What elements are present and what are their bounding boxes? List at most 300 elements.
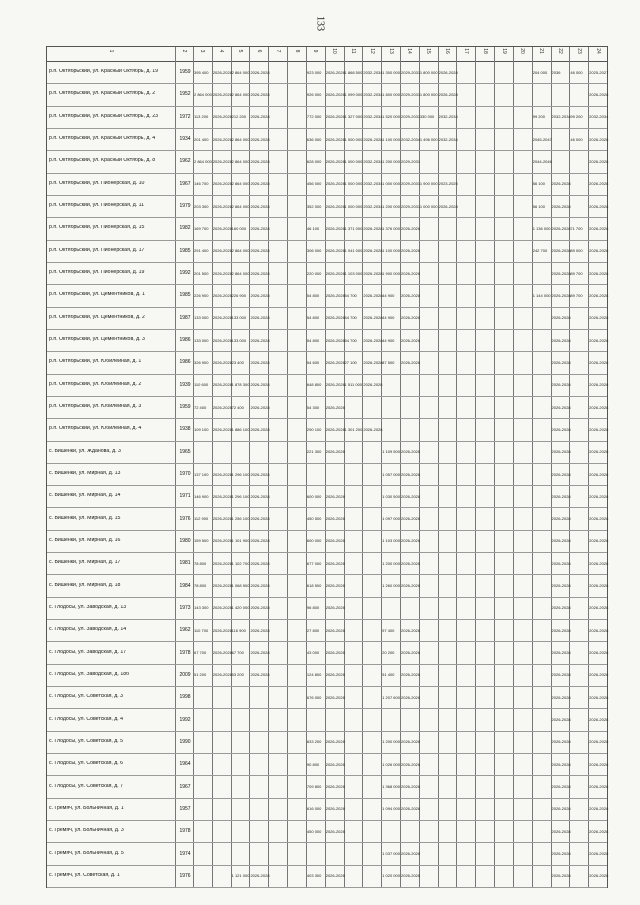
table-cell: 2026-2028 bbox=[212, 516, 232, 522]
table-cell: 2026-2028 bbox=[589, 672, 609, 678]
table-cell: 67 700 bbox=[231, 650, 244, 656]
table-cell: 772 000 bbox=[306, 114, 322, 120]
table-cell: 54 800 bbox=[306, 315, 320, 321]
table-cell: 2026-2028 bbox=[589, 806, 609, 812]
table-cell: 54 800 bbox=[306, 292, 320, 298]
table-cell: 2 864 000 bbox=[231, 248, 250, 254]
table-cell: 616 000 bbox=[306, 806, 322, 812]
table-cell: 1 102 700 bbox=[231, 560, 250, 566]
table-cell: 201 400 bbox=[194, 136, 209, 142]
table-cell: 2026-2028 bbox=[212, 337, 232, 343]
table-cell: 2026-2028 bbox=[325, 270, 345, 276]
row-divider bbox=[47, 798, 607, 799]
row-divider bbox=[47, 83, 607, 84]
table-cell: 2026-2028 bbox=[363, 337, 383, 343]
table-row-year: 1985 bbox=[179, 292, 191, 299]
table-cell: 1 068 500 bbox=[231, 583, 250, 589]
row-divider bbox=[47, 240, 607, 241]
table-cell: 2026-2028 bbox=[551, 382, 571, 388]
table-cell: 2026-2028 bbox=[212, 605, 232, 611]
table-cell: 2026-2028 bbox=[250, 292, 270, 298]
table-row-address: с. Гремяч, ул. Больничная, д. 1 bbox=[49, 805, 124, 811]
table-cell: 2026-2028 bbox=[325, 315, 345, 321]
table-cell: 709 800 bbox=[306, 784, 322, 790]
table-cell: 2032-2034 bbox=[363, 158, 383, 164]
table-cell: 2026-2028 bbox=[438, 91, 458, 97]
table-cell: 2026-2028 bbox=[589, 270, 609, 276]
table-cell: 43 000 bbox=[306, 650, 320, 656]
table-cell: 2026-2028 bbox=[212, 114, 232, 120]
table-cell: 44 900 bbox=[382, 315, 395, 321]
table-cell: 2026-2028 bbox=[401, 694, 421, 700]
table-row-year: 1980 bbox=[179, 537, 191, 544]
table-cell: 2026-2028 bbox=[401, 270, 421, 276]
table-cell: 1 000 000 bbox=[344, 203, 363, 209]
table-cell: 1 520 000 bbox=[382, 114, 400, 120]
table-cell: 923 000 bbox=[306, 69, 322, 75]
table-cell: 90 800 bbox=[306, 761, 320, 767]
table-cell: 2026-2028 bbox=[401, 784, 421, 790]
table-row-address: р.п. Октябрьский, ул. Красный Октябрь, д. 4 bbox=[49, 136, 156, 142]
table-row-address: р.п. Октябрьский, ул. Юбилейная, д. 2 bbox=[49, 381, 142, 387]
table-cell: 2026-2028 bbox=[250, 538, 270, 544]
table-cell: 133 000 bbox=[231, 315, 247, 321]
table-cell: 2026-2028 bbox=[212, 493, 232, 499]
table-cell: 2026-2028 bbox=[325, 784, 345, 790]
table-cell: 2026-2028 bbox=[551, 627, 571, 633]
table-cell: 633 200 bbox=[306, 739, 322, 745]
table-cell: 2026-2028 bbox=[589, 851, 609, 856]
column-number: 2 bbox=[181, 49, 187, 53]
table-cell: 2026-2028 bbox=[250, 91, 270, 97]
table-cell: 2026-2028 bbox=[212, 315, 232, 321]
table-cell: 99 200 bbox=[570, 114, 583, 120]
table-cell: 2026-2028 bbox=[212, 471, 232, 477]
table-cell: 2026-2028 bbox=[401, 493, 421, 499]
column-number: 8 bbox=[293, 49, 300, 53]
table-cell: 2026-2028 bbox=[551, 605, 571, 611]
table-cell: 1 121 000 bbox=[231, 873, 250, 879]
table-cell: 1 496 000 bbox=[419, 136, 438, 142]
table-cell: 2026-2028 bbox=[551, 181, 571, 187]
table-cell: 395 400 bbox=[194, 69, 209, 75]
table-cell: 2026-2028 bbox=[551, 203, 571, 209]
table-cell: 2026-2028 bbox=[325, 761, 345, 767]
row-divider bbox=[47, 842, 607, 843]
table-row-address: р.п. Октябрьский, ул. Пионерская, д. 15 bbox=[49, 225, 145, 231]
table-cell: 44 900 bbox=[382, 292, 395, 298]
table-cell: 2026-2028 bbox=[401, 761, 421, 767]
table-cell: 2026-2028 bbox=[363, 359, 383, 365]
row-divider bbox=[47, 262, 607, 263]
column-number: 14 bbox=[406, 48, 413, 54]
table-cell: 2026-2028 bbox=[438, 203, 458, 209]
table-cell: 2026-2028 bbox=[325, 158, 345, 164]
table-row-year: 1964 bbox=[179, 761, 191, 768]
table-cell: 2026-2028 bbox=[325, 538, 345, 544]
table-cell: 2026-2028 bbox=[551, 292, 571, 298]
table-cell: 72 400 bbox=[231, 404, 244, 410]
table-cell: 1 327 000 bbox=[344, 114, 363, 120]
table-cell: 159 500 bbox=[194, 538, 209, 544]
table-cell: 1 886 100 bbox=[231, 426, 250, 432]
table-cell: 1 000 000 bbox=[344, 181, 363, 187]
table-cell: 2026-2028 bbox=[250, 493, 270, 499]
table-cell: 2026-2028 bbox=[325, 404, 345, 410]
table-cell: 2026-2028 bbox=[212, 538, 232, 544]
table-cell: 109 100 bbox=[194, 426, 209, 432]
table-cell: 2026-2028 bbox=[325, 806, 345, 812]
table-cell: 2032-2034 bbox=[589, 114, 609, 120]
table-row-year: 1976 bbox=[179, 515, 191, 522]
column-number: 6 bbox=[255, 49, 262, 53]
column-number: 4 bbox=[218, 49, 225, 53]
table-cell: 2032-2034 bbox=[363, 181, 383, 187]
table-cell: 2026-2028 bbox=[325, 560, 345, 566]
table-cell: 110 600 bbox=[194, 382, 209, 388]
table-cell: 636 000 bbox=[306, 136, 322, 142]
table-cell: 2026-2028 bbox=[212, 158, 232, 164]
table-cell: 2 864 000 bbox=[231, 270, 250, 276]
table-cell: 54 600 bbox=[306, 359, 320, 365]
table-cell: 2026-2028 bbox=[589, 761, 609, 767]
table-cell: 2026-2028 bbox=[212, 136, 232, 142]
column-number: 1 bbox=[108, 49, 114, 53]
table-cell: 2 864 000 bbox=[231, 181, 250, 187]
column-number: 24 bbox=[594, 48, 601, 54]
table-cell: 1 200 000 bbox=[382, 203, 400, 209]
table-cell: 2026-2028 bbox=[589, 516, 609, 522]
table-cell: 2026-2028 bbox=[363, 248, 383, 254]
row-divider bbox=[47, 329, 607, 330]
table-cell: 2032-2034 bbox=[363, 69, 383, 75]
row-divider bbox=[47, 128, 607, 129]
table-cell: 1 097 000 bbox=[382, 516, 400, 522]
table-cell: 2026-2028 bbox=[551, 359, 571, 365]
table-cell: 2032-2034 bbox=[438, 136, 458, 142]
table-cell: 2026-2028 bbox=[401, 248, 421, 254]
column-number: 10 bbox=[331, 48, 338, 54]
table-cell: 2032-2034 bbox=[438, 114, 458, 120]
table-row-year: 1938 bbox=[179, 426, 191, 433]
table-cell: 1 878 300 bbox=[231, 382, 250, 388]
table-cell: 1 030 500 bbox=[382, 493, 400, 499]
table-cell: 2026-2028 bbox=[589, 449, 609, 455]
table-row-year: 1971 bbox=[179, 493, 191, 500]
table-cell: 169 700 bbox=[194, 225, 209, 231]
column-number: 22 bbox=[556, 48, 563, 54]
table-row-year: 1982 bbox=[179, 225, 191, 232]
table-cell: 2026-2028 bbox=[250, 516, 270, 522]
row-divider bbox=[47, 195, 607, 196]
row-divider bbox=[47, 463, 607, 464]
table-cell: 2026-2028 bbox=[401, 337, 421, 343]
table-cell: 2026-2028 bbox=[401, 560, 421, 566]
column-number: 16 bbox=[444, 48, 451, 54]
row-divider bbox=[47, 374, 607, 375]
table-cell: 2026-2028 bbox=[325, 426, 345, 432]
table-cell: 1 301 200 bbox=[344, 426, 363, 432]
table-cell: 2026-2028 bbox=[589, 694, 609, 700]
table-cell: 2026-2028 bbox=[325, 493, 345, 499]
table-cell: 2026-2028 bbox=[212, 248, 232, 254]
table-cell: 1 136 000 bbox=[532, 225, 551, 231]
table-cell: 2026-2028 bbox=[589, 404, 609, 410]
data-table bbox=[46, 46, 608, 888]
table-row-address: с. Глодосы, ул. Заводская, д. 18б bbox=[49, 671, 130, 677]
table-cell: 67 700 bbox=[194, 650, 207, 656]
table-cell: 2026-2028 bbox=[212, 292, 232, 298]
table-cell: 403 300 bbox=[306, 873, 322, 879]
table-row-address: с. Вишенки, ул. Жданова, д. 3 bbox=[49, 448, 121, 454]
table-cell: 648 800 bbox=[306, 382, 322, 388]
table-cell: 46 000 bbox=[570, 136, 583, 142]
table-row-year: 1965 bbox=[179, 448, 191, 455]
row-divider bbox=[47, 664, 607, 665]
table-cell: 2026-2028 bbox=[551, 516, 571, 522]
table-cell: 221 300 bbox=[306, 449, 322, 455]
table-cell: 133 000 bbox=[231, 337, 247, 343]
table-cell: 2026-2028 bbox=[212, 672, 232, 678]
table-cell: 1 000 000 bbox=[382, 181, 400, 187]
column-number: 21 bbox=[538, 48, 545, 54]
row-divider bbox=[47, 641, 607, 642]
table-cell: 2026-2028 bbox=[551, 851, 571, 856]
table-cell: 133 000 bbox=[194, 315, 209, 321]
column-number: 23 bbox=[575, 48, 582, 54]
row-divider bbox=[47, 307, 607, 308]
table-row-address: р.п. Октябрьский, ул. Пионерская, д. 17 bbox=[49, 247, 145, 253]
table-cell: 2026-2028 bbox=[212, 426, 232, 432]
table-cell: 2032-2034 bbox=[363, 114, 383, 120]
table-cell: 1 296 100 bbox=[231, 493, 250, 499]
table-row-year: 1952 bbox=[179, 91, 191, 98]
table-cell: 51 200 bbox=[194, 672, 207, 678]
table-cell: 2026-2028 bbox=[325, 181, 345, 187]
table-row-address: с. Гремяч, ул. Больничная, д. 5 bbox=[49, 850, 124, 856]
table-cell: 1 260 000 bbox=[382, 583, 400, 589]
row-divider bbox=[47, 820, 607, 821]
table-row-year: 1959 bbox=[179, 69, 191, 76]
table-cell: 2026-2028 bbox=[363, 382, 383, 388]
table-cell: 2026-2028 bbox=[250, 605, 270, 611]
table-cell: 2026-2028 bbox=[438, 69, 458, 75]
table-cell: 2029-2031 bbox=[401, 158, 421, 164]
table-cell: 1 371 000 bbox=[344, 225, 363, 231]
table-cell: 2026-2028 bbox=[212, 404, 232, 410]
table-cell: 89 700 bbox=[570, 292, 583, 298]
table-cell: 2026-2028 bbox=[325, 828, 345, 834]
table-cell: 2026-2028 bbox=[589, 605, 609, 611]
table-cell: 2029-2031 bbox=[401, 114, 421, 120]
page-number: 133 bbox=[314, 16, 326, 31]
table-cell: 203 300 bbox=[194, 203, 209, 209]
table-row-address: с. Вишенки, ул. Мирная, д. 17 bbox=[49, 560, 121, 566]
table-cell: 20 200 bbox=[382, 650, 395, 656]
table-row-year: 1979 bbox=[179, 203, 191, 210]
table-cell: 2026-2028 bbox=[551, 828, 571, 834]
table-cell: 2026-2028 bbox=[325, 203, 345, 209]
row-divider bbox=[47, 173, 607, 174]
table-row-address: р.п. Октябрьский, ул. Юбилейная, д. 3 bbox=[49, 404, 142, 410]
column-number: 13 bbox=[387, 48, 394, 54]
table-cell: 2026-2028 bbox=[589, 471, 609, 477]
row-divider bbox=[47, 284, 607, 285]
table-cell: 326 900 bbox=[194, 359, 209, 365]
table-cell: 1 100 000 bbox=[382, 136, 400, 142]
table-cell: 1 296 100 bbox=[231, 471, 250, 477]
table-cell: 2026-2028 bbox=[401, 292, 421, 298]
table-cell: 2044-2046 bbox=[532, 158, 552, 164]
column-number: 11 bbox=[349, 48, 356, 54]
table-cell: 352 000 bbox=[306, 203, 322, 209]
table-cell: 2026-2028 bbox=[551, 583, 571, 589]
table-cell: 2045-2047 bbox=[532, 136, 552, 142]
table-cell: 1 800 000 bbox=[382, 91, 400, 97]
table-row-year: 1984 bbox=[179, 582, 191, 589]
table-cell: 2026-2028 bbox=[551, 650, 571, 656]
table-cell: 1 020 000 bbox=[382, 873, 400, 879]
table-cell: 2026-2028 bbox=[551, 248, 571, 254]
table-cell: 89 000 bbox=[570, 248, 583, 254]
table-cell: 2026-2028 bbox=[250, 136, 270, 142]
table-cell: 2026-2028 bbox=[325, 136, 345, 142]
table-cell: 2026-2028 bbox=[589, 739, 609, 745]
table-cell: 291 400 bbox=[194, 248, 209, 254]
table-cell: 99 200 bbox=[532, 114, 545, 120]
table-cell: 1 101 900 bbox=[231, 538, 250, 544]
table-cell: 2026-2028 bbox=[325, 873, 345, 879]
table-cell: 201 500 bbox=[194, 270, 209, 276]
table-cell: 2026-2028 bbox=[250, 270, 270, 276]
row-divider bbox=[47, 753, 607, 754]
table-cell: 2026-2028 bbox=[551, 873, 571, 879]
table-cell: 2 864 000 bbox=[194, 91, 212, 97]
table-cell: 146 900 bbox=[194, 493, 209, 499]
table-cell: 27 800 bbox=[306, 627, 320, 633]
table-cell: 124 800 bbox=[306, 672, 322, 678]
table-cell: 456 000 bbox=[306, 181, 322, 187]
row-divider bbox=[47, 217, 607, 218]
column-number: 3 bbox=[199, 49, 206, 53]
table-cell: 2026-2028 bbox=[250, 583, 270, 589]
table-cell: 54 700 bbox=[344, 337, 357, 343]
table-cell: 2026-2028 bbox=[325, 650, 345, 656]
row-divider bbox=[47, 574, 607, 575]
table-cell: 2032-2034 bbox=[363, 203, 383, 209]
column-number: 18 bbox=[481, 48, 488, 54]
table-cell: 330 000 bbox=[419, 114, 435, 120]
table-cell: 2026-2028 bbox=[250, 471, 270, 477]
table-cell: 2029-2031 bbox=[401, 181, 421, 187]
table-cell: 2032-2034 bbox=[363, 91, 383, 97]
table-cell: 2026-2028 bbox=[589, 493, 609, 499]
table-cell: 2026-2028 bbox=[250, 873, 270, 879]
row-divider bbox=[47, 552, 607, 553]
table-cell: 2026-2028 bbox=[551, 717, 571, 723]
table-cell: 226 900 bbox=[194, 292, 209, 298]
table-cell: 2026-2028 bbox=[551, 225, 571, 231]
table-cell: 1 200 000 bbox=[382, 560, 400, 566]
table-cell: 2026-2028 bbox=[551, 270, 571, 276]
table-cell: 160 000 bbox=[231, 225, 247, 231]
table-cell: 306 000 bbox=[306, 248, 322, 254]
table-row-year: 1987 bbox=[179, 314, 191, 321]
column-number: 15 bbox=[425, 48, 432, 54]
table-cell: 450 000 bbox=[306, 828, 322, 834]
table-cell: 2026-2028 bbox=[250, 248, 270, 254]
table-cell: 1 103 000 bbox=[344, 270, 363, 276]
table-cell: 212 200 bbox=[231, 114, 247, 120]
table-cell: 2026-2028 bbox=[589, 873, 609, 879]
table-cell: 2026-2028 bbox=[325, 337, 345, 343]
table-cell: 2026-2028 bbox=[250, 650, 270, 656]
table-cell: 54 700 bbox=[344, 315, 357, 321]
table-cell: 1 800 000 bbox=[419, 91, 438, 97]
row-divider bbox=[47, 731, 607, 732]
table-cell: 2026-2028 bbox=[551, 784, 571, 790]
row-divider bbox=[47, 441, 607, 442]
table-row-year: 1986 bbox=[179, 337, 191, 344]
table-cell: 2026-2028 bbox=[589, 315, 609, 321]
table-row-year: 1962 bbox=[179, 627, 191, 634]
table-cell: 2029-2031 bbox=[401, 203, 421, 209]
table-cell: 2026-2028 bbox=[212, 270, 232, 276]
table-cell: 2026-2028 bbox=[363, 225, 383, 231]
table-row-address: р.п. Октябрьский, ул. Юбилейная, д. 1 bbox=[49, 359, 142, 365]
table-cell: 2026-2028 bbox=[401, 650, 421, 656]
table-cell: 2026-2028 bbox=[212, 359, 232, 365]
table-cell: 2026-2028 bbox=[401, 359, 421, 365]
table-row-year: 1990 bbox=[179, 738, 191, 745]
table-cell: 2026-2028 bbox=[551, 672, 571, 678]
table-cell: 1 368 000 bbox=[382, 784, 400, 790]
table-cell: 2 864 000 bbox=[194, 158, 212, 164]
row-divider bbox=[47, 865, 607, 866]
table-cell: 116 900 bbox=[231, 627, 246, 633]
table-cell: 2026-2028 bbox=[589, 292, 609, 298]
table-cell: 2026-2028 bbox=[551, 761, 571, 767]
table-cell: 2026-2028 bbox=[250, 672, 270, 678]
table-cell: 2026-2028 bbox=[212, 225, 232, 231]
table-cell: 2032-2034 bbox=[401, 136, 421, 142]
table-row-address: р.п. Октябрьский, ул. Цементников, д. 2 bbox=[49, 314, 145, 320]
table-cell: 2026-2028 bbox=[325, 605, 345, 611]
table-cell: 54 800 bbox=[306, 337, 320, 343]
table-cell: 1 100 000 bbox=[382, 248, 400, 254]
table-cell: 2026-2028 bbox=[589, 91, 609, 97]
table-cell: 600 000 bbox=[306, 493, 322, 499]
table-cell: 2026-2028 bbox=[212, 91, 232, 97]
table-row-year: 1957 bbox=[179, 805, 191, 812]
column-number: 20 bbox=[519, 48, 526, 54]
table-row-year: 1981 bbox=[179, 560, 191, 567]
table-row-address: с. Вишенки, ул. Мирная, д. 14 bbox=[49, 493, 121, 499]
row-divider bbox=[47, 775, 607, 776]
table-cell: 2026-2028 bbox=[589, 359, 609, 365]
table-cell: 112 900 bbox=[194, 516, 209, 522]
table-cell: 1 144 000 bbox=[532, 292, 551, 298]
table-cell: 2026-2028 bbox=[589, 828, 609, 834]
table-row-year: 1970 bbox=[179, 471, 191, 477]
table-row-year: 1934 bbox=[179, 136, 191, 143]
table-cell: 2026-2028 bbox=[212, 203, 232, 209]
table-cell: 1 868 500 bbox=[344, 69, 363, 75]
table-cell: 44 900 bbox=[382, 337, 395, 343]
row-divider bbox=[47, 485, 607, 486]
table-row-address: с. Вишенки, ул. Мирная, д. 13 bbox=[49, 471, 121, 476]
table-cell: 2026-2028 bbox=[212, 560, 232, 566]
